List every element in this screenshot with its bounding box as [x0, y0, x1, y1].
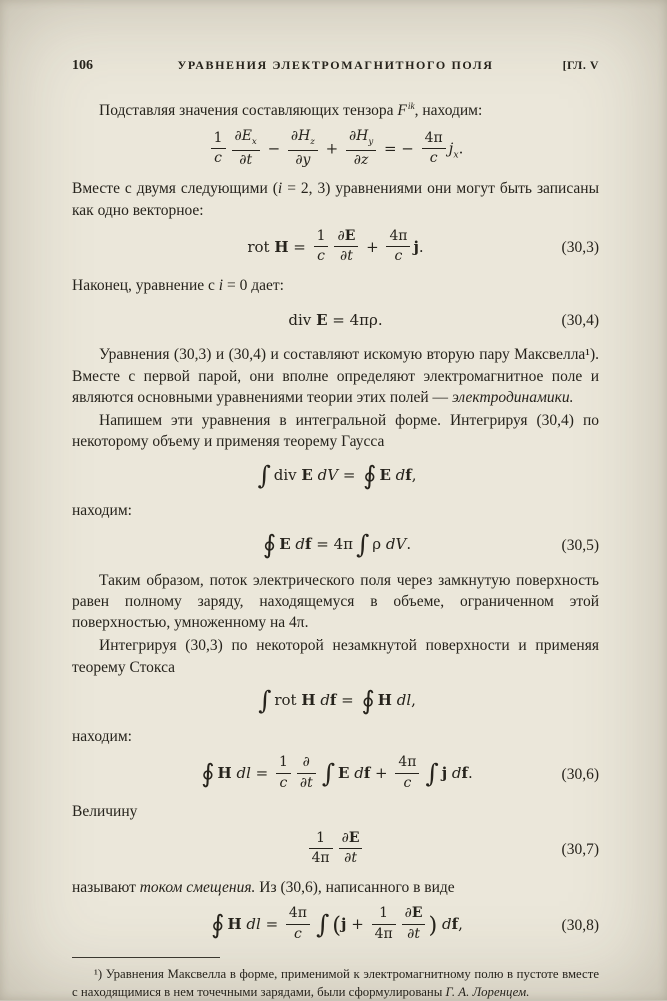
italic-text: dl: [391, 691, 412, 710]
subscript: x: [251, 137, 257, 148]
text: +: [346, 915, 369, 934]
equation-row: [72, 687, 599, 717]
text: Подставляя значения составляющих тензора: [99, 102, 398, 119]
fraction: [309, 831, 333, 867]
italic-text: t: [414, 925, 420, 942]
paragraph: [72, 726, 599, 747]
footnote-rule: [72, 957, 220, 958]
numerator: [402, 906, 426, 925]
denominator: [339, 849, 363, 867]
subscript: x: [453, 149, 459, 161]
fraction: [314, 229, 329, 265]
bold-vector: E: [348, 829, 360, 846]
bold-vector: j: [341, 915, 347, 934]
italic-text: d: [447, 764, 462, 783]
text: Вместе с двумя следующими (: [72, 180, 278, 198]
subscript: z: [310, 137, 315, 148]
numerator: [386, 229, 410, 248]
text: ∂: [295, 151, 303, 168]
equation: [306, 829, 366, 868]
text: ∂: [302, 754, 310, 771]
fraction: [211, 131, 226, 167]
bold-vector: f: [461, 764, 468, 783]
bold-vector: f: [451, 915, 459, 934]
denominator: [211, 149, 226, 167]
footnote: [72, 966, 599, 1001]
paragraph: [72, 344, 599, 408]
text: .: [467, 764, 473, 783]
text: ∂: [299, 774, 308, 791]
numerator: [297, 755, 316, 774]
equation-number: (30,5): [561, 537, 599, 555]
text: ∂: [337, 227, 345, 244]
text: = 2, 3) уравнениями они могут быть записаны как одно векторное:: [72, 180, 599, 219]
fraction: [286, 906, 310, 942]
italic-text: c: [317, 248, 325, 265]
italic-text: c: [294, 925, 302, 942]
fraction: [386, 229, 410, 265]
bold-vector: E: [344, 227, 356, 244]
bold-vector: f: [329, 691, 337, 710]
equation: [255, 686, 416, 717]
equation-row: [72, 227, 599, 266]
text: ,: [458, 915, 463, 934]
equation: [198, 756, 473, 792]
bold-vector: H: [227, 915, 242, 934]
chapter-label: [ГЛ. V: [562, 58, 599, 72]
fraction: [372, 906, 396, 942]
big-paren: (: [332, 912, 342, 939]
italic-text: dl: [231, 764, 251, 783]
text: Таким образом, поток электрического поля через замкнутую поверхность равен полному заряду, находящемуся в объеме, ограниченном этой поверхностью, умноженному на 4π.: [72, 571, 599, 632]
fraction: [395, 755, 419, 791]
denominator: [386, 247, 410, 265]
numerator: [339, 831, 363, 850]
text: Уравнения (30,3) и (30,4) и составляют искомую вторую пару Максвелла¹). Вместе с первой парой, они вполне определяют электромагнитное поле и являются основными уравнениями теории этих полей —: [72, 346, 599, 406]
equation-number: (30,7): [561, 841, 599, 859]
integral-sign: ∮: [361, 686, 375, 717]
text: =: [288, 237, 311, 256]
text: называют: [72, 878, 140, 896]
text: = 4πρ.: [327, 311, 383, 329]
text: ∂: [348, 128, 357, 145]
italic-text: H: [298, 128, 311, 145]
denominator: [314, 247, 329, 265]
italic-text: электродинамики.: [451, 388, 574, 406]
bold-vector: j: [441, 764, 448, 783]
text: −: [262, 139, 285, 158]
italic-text: током смещения.: [139, 878, 256, 896]
italic-text: c: [394, 248, 403, 265]
integral-sign: ∮: [201, 759, 215, 790]
equation-number: (30,8): [561, 916, 599, 934]
text: =: [250, 764, 273, 783]
equation: [247, 227, 424, 266]
bold-vector: f: [363, 764, 371, 783]
text: , находим:: [414, 102, 483, 119]
equation-number: (30,3): [561, 239, 599, 257]
text: ,: [411, 465, 417, 484]
equation-row: [72, 907, 599, 943]
text: ∂: [290, 128, 299, 145]
bold-vector: E: [379, 465, 391, 484]
text: =: [260, 915, 283, 934]
numerator: [276, 755, 291, 774]
italic-text: Г. А. Лоренцем.: [445, 984, 530, 999]
text: 1: [379, 905, 389, 922]
denominator: [334, 247, 358, 265]
fraction: [288, 129, 318, 168]
italic-text: d: [390, 465, 406, 484]
italic-text: d: [437, 915, 452, 934]
text: =: [338, 465, 361, 484]
text: 1: [316, 227, 326, 244]
integral-sign: ∮: [262, 530, 277, 561]
text: div: [273, 465, 302, 484]
equation-number: (30,6): [561, 765, 599, 783]
text: находим:: [72, 502, 132, 520]
italic-text: t: [246, 151, 253, 168]
bold-vector: H: [377, 691, 392, 710]
paragraph: [72, 801, 599, 822]
integral-sign: ∫: [425, 759, 439, 790]
bold-vector: j: [413, 237, 419, 256]
fraction: [346, 129, 376, 168]
text: rot: [274, 691, 302, 710]
equation-row: [72, 829, 599, 868]
paragraph: [72, 100, 599, 121]
paragraph: [72, 570, 599, 634]
denominator: [309, 849, 333, 867]
bold-vector: E: [316, 311, 328, 329]
italic-text: j: [448, 139, 454, 158]
italic-text: i: [277, 180, 283, 198]
bold-vector: E: [301, 465, 313, 484]
integral-sign: ∫: [257, 461, 271, 492]
italic-text: d: [290, 535, 306, 554]
denominator: [372, 925, 396, 943]
text: ∂: [234, 128, 242, 145]
text: ,: [411, 691, 416, 710]
paragraph: [72, 877, 599, 898]
text: Величину: [72, 803, 138, 821]
text: = −: [379, 139, 419, 158]
equation-row: [72, 531, 599, 561]
text: ∂: [239, 151, 247, 168]
numerator: [314, 229, 329, 248]
paragraph: [72, 410, 599, 452]
denominator: [297, 774, 316, 792]
italic-text: t: [347, 248, 353, 265]
integral-sign: ∮: [211, 910, 225, 941]
text: .: [418, 237, 424, 256]
paragraph: [72, 178, 599, 220]
text: ∂: [344, 850, 352, 867]
text: = 4π: [311, 535, 353, 554]
fraction: [297, 755, 316, 791]
text: div: [288, 311, 317, 329]
page-content: [72, 100, 599, 943]
denominator: [286, 925, 310, 943]
text: +: [370, 764, 393, 783]
italic-text: d: [315, 691, 330, 710]
superscript: ik: [407, 101, 415, 112]
text: 1: [279, 754, 288, 771]
equation-row: [72, 130, 599, 169]
text: 4π: [398, 754, 417, 771]
equation-row: [72, 756, 599, 792]
text: =: [336, 691, 359, 710]
equation: [254, 461, 417, 492]
text: = 0 дает:: [223, 277, 284, 295]
text: Из (30,6), написанного в виде: [255, 878, 455, 896]
numerator: [372, 906, 396, 925]
bold-vector: f: [305, 535, 312, 554]
running-head: УРАВНЕНИЯ ЭЛЕКТРОМАГНИТНОГО ПОЛЯ: [177, 58, 494, 72]
bold-vector: H: [274, 237, 289, 256]
equation: [208, 130, 464, 169]
big-paren: ): [428, 912, 438, 939]
denominator: [232, 151, 260, 169]
integral-sign: ∫: [355, 530, 370, 561]
fraction: [422, 131, 446, 167]
bold-vector: E: [279, 535, 291, 554]
equation: [208, 907, 463, 943]
numerator: [334, 229, 358, 248]
denominator: [395, 774, 419, 792]
text: ∂: [404, 905, 412, 922]
denominator: [288, 151, 318, 169]
italic-text: c: [403, 774, 412, 791]
italic-text: c: [279, 774, 288, 791]
text: .: [458, 139, 464, 158]
paragraph: [72, 500, 599, 521]
bold-vector: H: [217, 764, 232, 783]
denominator: [346, 151, 376, 169]
bold-vector: E: [411, 905, 423, 922]
integral-sign: ∫: [258, 686, 272, 717]
italic-text: t: [351, 850, 357, 867]
italic-text: dV: [385, 535, 407, 554]
italic-text: F: [397, 102, 407, 119]
text: ∂: [339, 248, 348, 265]
italic-text: i: [218, 277, 224, 295]
denominator: [402, 925, 426, 943]
italic-text: y: [302, 151, 311, 168]
italic-text: c: [429, 150, 438, 167]
integral-sign: ∮: [363, 461, 377, 492]
text: +: [361, 237, 384, 256]
text: ∂: [353, 151, 361, 168]
bold-vector: E: [338, 764, 350, 783]
italic-text: z: [361, 151, 369, 168]
italic-text: E: [241, 128, 252, 145]
text: Наконец, уравнение с: [72, 277, 219, 295]
page-header: [72, 58, 599, 74]
denominator: [276, 774, 291, 792]
subscript: y: [368, 137, 374, 148]
equation: [288, 310, 382, 331]
italic-text: H: [356, 128, 369, 145]
text: 4π: [374, 925, 393, 942]
numerator: [288, 129, 318, 150]
bold-vector: H: [301, 691, 316, 710]
integral-sign: ∫: [315, 910, 330, 941]
text: ρ: [372, 535, 386, 554]
numerator: [286, 906, 310, 925]
text: 4π: [389, 227, 408, 244]
integral-sign: ∫: [321, 759, 335, 790]
text: rot: [247, 237, 275, 256]
paragraph: [72, 635, 599, 677]
fraction: [339, 831, 363, 867]
page-number: 106: [72, 58, 93, 73]
numerator: [346, 129, 376, 150]
italic-text: t: [307, 774, 313, 791]
text: 4π: [288, 905, 307, 922]
text: +: [320, 139, 343, 158]
denominator: [422, 149, 446, 167]
numerator: [232, 129, 260, 150]
numerator: [422, 131, 446, 150]
text: 4π: [311, 850, 330, 867]
fraction: [276, 755, 291, 791]
text: находим:: [72, 727, 132, 745]
text: 1: [213, 129, 223, 146]
text: ¹) Уравнения Максвелла в форме, применимой к электромагнитному полю в пустоте вместе с находящимися в нем точечными зарядами, были сформулированы: [72, 967, 599, 999]
bold-vector: f: [405, 465, 412, 484]
fraction: [232, 129, 260, 168]
equation-number: (30,4): [561, 311, 599, 329]
text: ∂: [407, 925, 415, 942]
text: 1: [316, 829, 326, 846]
equation-row: [72, 305, 599, 335]
numerator: [309, 831, 333, 850]
italic-text: dl: [241, 915, 261, 934]
italic-text: c: [214, 150, 222, 167]
equation-row: [72, 461, 599, 491]
text: ∂: [341, 829, 349, 846]
italic-text: d: [349, 764, 364, 783]
text: Интегрируя (30,3) по некоторой незамкнутой поверхности и применяя теорему Стокса: [72, 637, 599, 676]
text: Напишем эти уравнения в интегральной форме. Интегрируя (30,4) по некоторому объему и применяя теорему Гаусса: [72, 411, 599, 451]
numerator: [211, 131, 226, 150]
text: .: [406, 535, 412, 554]
fraction: [402, 906, 426, 942]
italic-text: dV: [312, 465, 339, 484]
numerator: [395, 755, 419, 774]
text: 4π: [424, 129, 443, 146]
equation: [260, 530, 412, 561]
paragraph: [72, 275, 599, 296]
fraction: [334, 229, 358, 265]
